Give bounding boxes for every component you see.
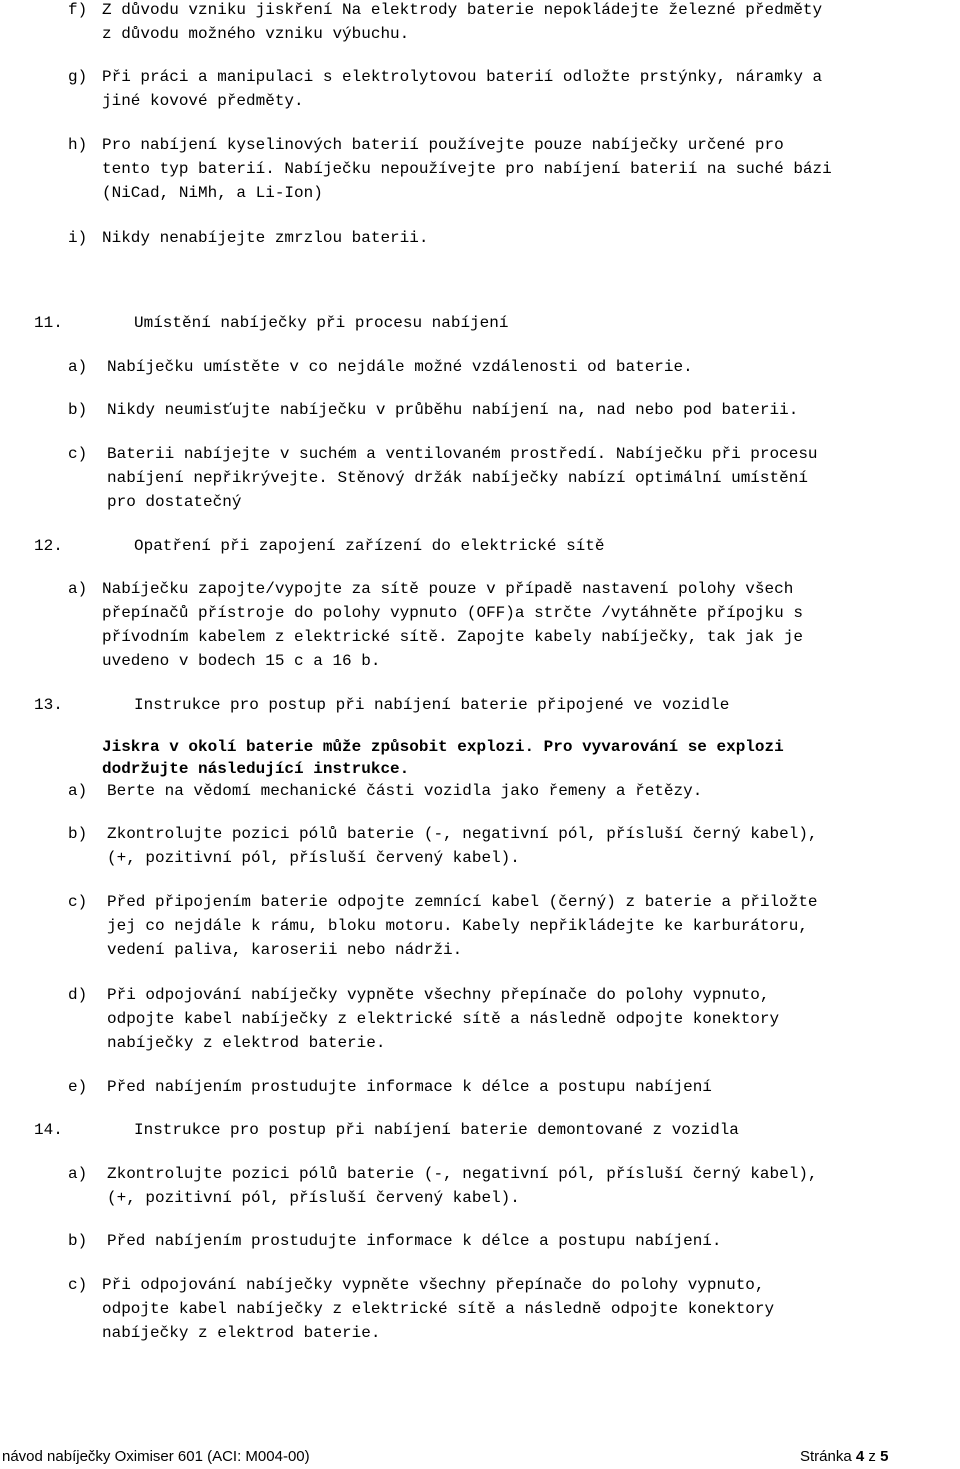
s14-marker-c: c) bbox=[68, 1276, 88, 1294]
s11-marker-c: c) bbox=[68, 445, 88, 463]
footer-doc-name: návod nabíječky Oximiser 601 (ACI: M004-00) bbox=[2, 1448, 310, 1465]
item-f-line-1: Z důvodu vzniku jiskření Na elektrody baterie nepokládejte železné předměty bbox=[102, 1, 823, 19]
s11-c-line-3: pro dostatečný bbox=[107, 493, 242, 511]
s13-c-line-2: jej co nejdále k rámu, bloku motoru. Kabely nepřikládejte ke karburátoru, bbox=[107, 917, 808, 935]
s14-c-line-3: nabíječky z elektrod baterie. bbox=[102, 1324, 381, 1342]
section-11-number: 11. bbox=[34, 314, 63, 332]
s14-c-line-1: Při odpojování nabíječky vypněte všechny přepínače do polohy vypnuto, bbox=[102, 1276, 765, 1294]
s13-b-line-2: (+, pozitivní pól, přísluší červený kabel). bbox=[107, 849, 520, 867]
s13-d-line-3: nabíječky z elektrod baterie. bbox=[107, 1034, 386, 1052]
s12-a-line-1: Nabíječku zapojte/vypojte za sítě pouze v případě nastavení polohy všech bbox=[102, 580, 794, 598]
s12-a-line-4: uvedeno v bodech 15 c a 16 b. bbox=[102, 652, 381, 670]
footer-page-indicator bbox=[800, 1445, 888, 1469]
footer-page-label: Stránka bbox=[800, 1448, 852, 1465]
item-g-line-1: Při práci a manipulaci s elektrolytovou baterií odložte prstýnky, náramky a bbox=[102, 68, 823, 86]
s13-marker-d: d) bbox=[68, 986, 88, 1004]
s14-a-line-2: (+, pozitivní pól, přísluší červený kabel). bbox=[107, 1189, 520, 1207]
footer-page-current: 4 bbox=[855, 1448, 865, 1465]
s11-marker-a: a) bbox=[68, 358, 88, 376]
s13-c-line-1: Před připojením baterie odpojte zemnící kabel (černý) z baterie a přiložte bbox=[107, 893, 818, 911]
s11-b-line-1: Nikdy neumisťujte nabíječku v průběhu nabíjení na, nad nebo pod baterii. bbox=[107, 401, 799, 419]
s13-a-line-1: Berte na vědomí mechanické části vozidla jako řemeny a řetězy. bbox=[107, 782, 703, 800]
s13-d-line-2: odpojte kabel nabíječky z elektrické sítě a následně odpojte konektory bbox=[107, 1010, 780, 1028]
section-12-number: 12. bbox=[34, 537, 63, 555]
section-11-heading: Umístění nabíječky při procesu nabíjení bbox=[134, 314, 509, 332]
s11-a-line-1: Nabíječku umístěte v co nejdále možné vzdálenosti od baterie. bbox=[107, 358, 693, 376]
s14-b-line-1: Před nabíjením prostudujte informace k délce a postupu nabíjení. bbox=[107, 1232, 722, 1250]
s13-marker-e: e) bbox=[68, 1078, 88, 1096]
s13-warning-line-2: dodržujte následující instrukce. bbox=[102, 760, 410, 778]
s12-marker-a: a) bbox=[68, 580, 88, 598]
item-marker-g: g) bbox=[68, 68, 88, 86]
footer-page-of: z bbox=[868, 1448, 876, 1465]
item-h-line-2: tento typ baterií. Nabíječku nepoužívejte pro nabíjení baterií na suché bázi bbox=[102, 160, 832, 178]
s14-a-line-1: Zkontrolujte pozici pólů baterie (-, negativní pól, přísluší černý kabel), bbox=[107, 1165, 818, 1183]
item-h-line-3: (NiCad, NiMh, a Li-Ion) bbox=[102, 184, 323, 202]
s11-marker-b: b) bbox=[68, 401, 88, 419]
s13-warning-line-1: Jiskra v okolí baterie může způsobit explozi. Pro vyvarování se explozi bbox=[102, 738, 784, 756]
s13-d-line-1: Při odpojování nabíječky vypněte všechny přepínače do polohy vypnuto, bbox=[107, 986, 770, 1004]
s14-marker-a: a) bbox=[68, 1165, 88, 1183]
s13-marker-b: b) bbox=[68, 825, 88, 843]
item-g-line-2: jiné kovové předměty. bbox=[102, 92, 304, 110]
s14-c-line-2: odpojte kabel nabíječky z elektrické sítě a následně odpojte konektory bbox=[102, 1300, 775, 1318]
s13-e-line-1: Před nabíjením prostudujte informace k délce a postupu nabíjení bbox=[107, 1078, 712, 1096]
section-13-heading: Instrukce pro postup při nabíjení baterie připojené ve vozidle bbox=[134, 696, 730, 714]
section-14-heading: Instrukce pro postup při nabíjení baterie demontované z vozidla bbox=[134, 1121, 739, 1139]
s11-c-line-2: nabíjení nepřikrývejte. Stěnový držák nabíječky nabízí optimální umístění bbox=[107, 469, 808, 487]
s11-c-line-1: Baterii nabíjejte v suchém a ventilovaném prostředí. Nabíječku při procesu bbox=[107, 445, 818, 463]
section-14-number: 14. bbox=[34, 1121, 63, 1139]
s14-marker-b: b) bbox=[68, 1232, 88, 1250]
item-marker-i: i) bbox=[68, 229, 88, 247]
section-13-number: 13. bbox=[34, 696, 63, 714]
s12-a-line-2: přepínačů přístroje do polohy vypnuto (OFF)a strčte /vytáhněte přípojku s bbox=[102, 604, 803, 622]
item-f-line-2: z důvodu možného vzniku výbuchu. bbox=[102, 25, 410, 43]
s13-marker-a: a) bbox=[68, 782, 88, 800]
item-marker-f: f) bbox=[68, 1, 88, 19]
item-marker-h: h) bbox=[68, 136, 88, 154]
s13-marker-c: c) bbox=[68, 893, 88, 911]
s13-c-line-3: vedení paliva, karoserii nebo nádrži. bbox=[107, 941, 463, 959]
s12-a-line-3: přívodním kabelem z elektrické sítě. Zapojte kabely nabíječky, tak jak je bbox=[102, 628, 803, 646]
item-i-line-1: Nikdy nenabíjejte zmrzlou baterii. bbox=[102, 229, 429, 247]
section-12-heading: Opatření při zapojení zařízení do elektrické sítě bbox=[134, 537, 605, 555]
s13-b-line-1: Zkontrolujte pozici pólů baterie (-, negativní pól, přísluší černý kabel), bbox=[107, 825, 818, 843]
footer-page-total: 5 bbox=[880, 1448, 889, 1465]
item-h-line-1: Pro nabíjení kyselinových baterií používejte pouze nabíječky určené pro bbox=[102, 136, 784, 154]
